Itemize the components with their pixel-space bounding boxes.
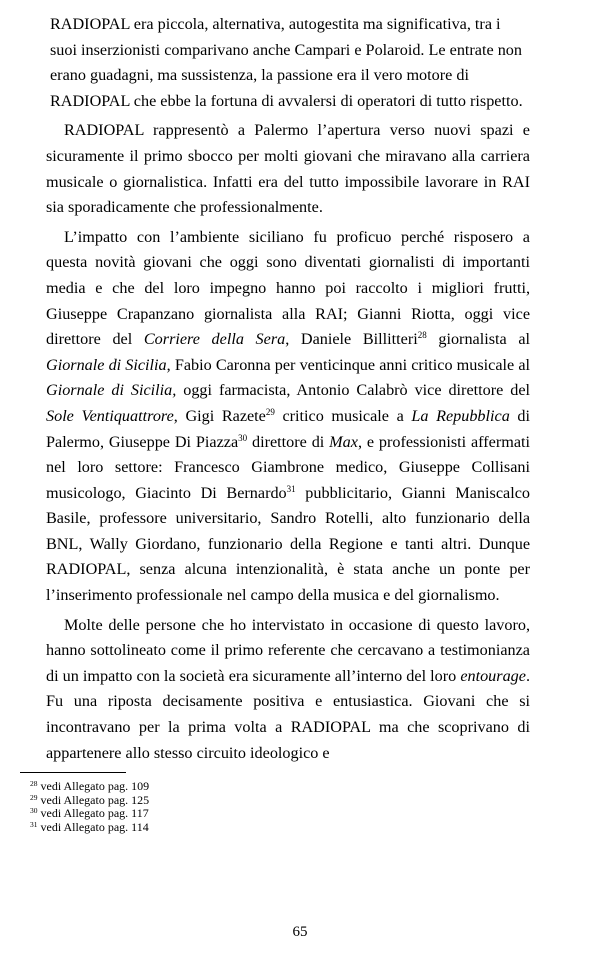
text-run: di Palermo, Giuseppe Di Piazza bbox=[46, 406, 531, 451]
footnote-30 bbox=[30, 807, 149, 821]
body-text bbox=[46, 12, 530, 770]
footnote-text: vedi Allegato pag. 125 bbox=[37, 792, 150, 807]
footnote-number: 29 bbox=[30, 792, 38, 802]
text-run: , Gigi Razete bbox=[173, 406, 266, 425]
footnote-number: 31 bbox=[30, 819, 38, 829]
publication-title: Giornale di Sicilia bbox=[46, 355, 167, 374]
footnotes bbox=[30, 780, 149, 834]
publication-title: Giornale di Sicilia, bbox=[46, 381, 177, 400]
footnote-ref: 28 bbox=[417, 330, 427, 341]
paragraph-4 bbox=[46, 613, 530, 767]
footnote-text: vedi Allegato pag. 117 bbox=[37, 806, 149, 821]
footnote-28 bbox=[30, 780, 149, 794]
footnote-text: vedi Allegato pag. 114 bbox=[37, 819, 149, 834]
paragraph-2: RADIOPAL rappresentò a Palermo l’apertura verso nuovi spazi e sicuramente il primo sbocco per molti giovani che miravano alla carriera musicale o giornalistica. Infatti era del tutto impossibile lavorare in RAI sia sporadicamente che professionalmente. bbox=[46, 121, 530, 217]
text-run: , Fabio Caronna per venticinque anni critico musicale al bbox=[166, 355, 531, 374]
paragraph-1: RADIOPAL era piccola, alternativa, autogestita ma significativa, tra i suoi inserzionisti comparivano anche Campari e Polaroid. Le entrate non erano guadagni, ma sussistenza, la passione era il vero motore di RADIOPAL che ebbe la fortuna di avvalersi di operatori di tutto rispetto. bbox=[50, 15, 523, 110]
footnote-ref: 29 bbox=[265, 406, 275, 417]
text-run: pubblicitario, Gianni Maniscalco Basile, professore universitario, Sandro Rotelli, alto funzionario della BNL, Wally Giordano, funzionario della Regione e tanti altri. Dunque RADIOPAL, senza alcuna intenzionalità, è stata anche un ponte per l’inserimento professionale nel campo della musica e del giornalismo. bbox=[46, 483, 530, 605]
publication-title: La Repubblica bbox=[411, 406, 510, 425]
emphasis-term: entourage bbox=[460, 666, 526, 685]
footnote-ref: 31 bbox=[286, 483, 296, 494]
text-run: giornalista al bbox=[426, 330, 531, 349]
footnote-ref: 30 bbox=[238, 432, 248, 443]
text-run: L’impatto con l’ambiente siciliano fu proficuo perché risposero a questa novità giovani che oggi sono diventati giornalisti di importanti media e che del loro impegno hanno poi raccolto i migliori frutti, Giuseppe Crapanzano giornalista alla RAI; Gianni Riotta, oggi vice direttore del bbox=[46, 227, 530, 349]
publication-title: Max bbox=[329, 432, 358, 451]
footnote-text: vedi Allegato pag. 109 bbox=[37, 779, 150, 793]
paragraph-3 bbox=[46, 225, 530, 609]
text-run: . Fu una riposta decisamente positiva e entusiastica. Giovani che si incontravano per la prima volta a RADIOPAL ma che scoprivano di appartenere allo stesso circuito ideologico e bbox=[46, 666, 530, 762]
footnote-31 bbox=[30, 821, 149, 835]
text-run: direttore di bbox=[247, 432, 330, 451]
publication-title: Sole Ventiquattrore bbox=[46, 406, 174, 425]
text-run: , e professionisti affermati nel loro settore: Francesco Giambrone medico, Giuseppe Collisani musicologo, Giacinto Di Bernardo bbox=[46, 432, 531, 502]
footnote-29 bbox=[30, 794, 149, 808]
text-run: , Daniele Billitteri bbox=[285, 330, 418, 349]
footnote-number: 30 bbox=[30, 806, 38, 816]
text-run: critico musicale a bbox=[274, 406, 412, 425]
footnote-separator bbox=[20, 772, 126, 773]
publication-title: Corriere della Sera bbox=[143, 330, 286, 349]
text-run: oggi farmacista, Antonio Calabrò vice direttore del bbox=[176, 381, 530, 400]
footnote-number: 28 bbox=[30, 779, 38, 788]
page-number: 65 bbox=[292, 924, 308, 940]
text-run: Molte delle persone che ho intervistato in occasione di questo lavoro, hanno sottolineato come il primo referente che cercavano a testimonianza di un impatto con la società era sicuramente all’interno del loro bbox=[46, 615, 530, 685]
